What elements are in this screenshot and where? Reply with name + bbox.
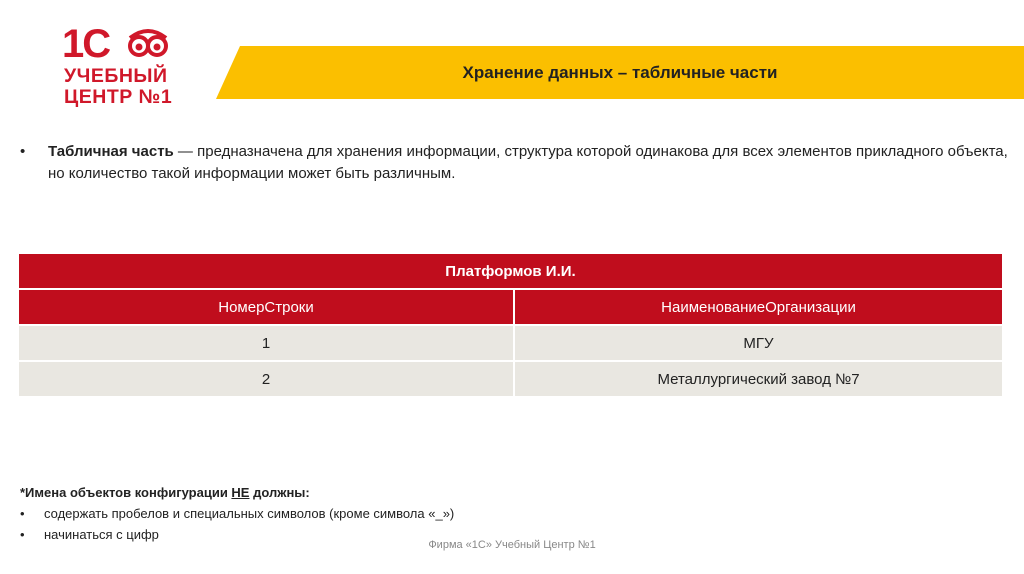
note-title-emphasis: НЕ <box>231 485 250 500</box>
note-title-start: *Имена объектов конфигурации <box>20 485 232 500</box>
table-owner-row <box>18 253 1003 289</box>
note-item-text: начинаться с цифр <box>44 527 159 542</box>
table-row <box>18 361 1003 397</box>
column-header-row-number: НомерСтроки <box>18 289 514 325</box>
table-cell: Металлургический завод №7 <box>514 361 1003 397</box>
owl-eyes-icon <box>126 28 170 58</box>
intro-paragraph <box>20 141 1010 185</box>
table-cell: 2 <box>18 361 514 397</box>
tabular-section-table <box>17 252 1004 398</box>
table-header-row <box>18 289 1003 325</box>
intro-text <box>48 141 1010 185</box>
column-header-organization: НаименованиеОрганизации <box>514 289 1003 325</box>
logo-text-line-2: ЦЕНТР №1 <box>64 86 173 108</box>
note-title <box>20 482 454 503</box>
bullet: • <box>20 506 25 521</box>
bullet: • <box>20 143 26 160</box>
note-title-end: должны: <box>249 485 310 500</box>
header-bar <box>216 46 1024 99</box>
table-cell: 1 <box>18 325 514 361</box>
intro-term: Табличная часть <box>48 143 174 160</box>
note-item-text: содержать пробелов и специальных символов (кроме символа «_») <box>44 506 455 521</box>
footer: Фирма «1С» Учебный Центр №1 <box>428 539 596 551</box>
intro-definition: — предназначена для хранения информации, структура которой одинакова для всех элементов прикладного объекта, но количество такой информации может быть различным. <box>48 143 1008 182</box>
table-row <box>18 325 1003 361</box>
list-item <box>20 503 454 524</box>
bullet: • <box>20 527 25 542</box>
page-title: Хранение данных – табличные части <box>462 62 778 82</box>
table-cell: МГУ <box>514 325 1003 361</box>
table-owner-header: Платформов И.И. <box>18 253 1003 289</box>
logo <box>62 24 172 110</box>
logo-brand: 1С <box>62 22 110 66</box>
naming-rules-note <box>20 482 454 545</box>
logo-text-line-1: УЧЕБНЫЙ <box>64 65 168 87</box>
